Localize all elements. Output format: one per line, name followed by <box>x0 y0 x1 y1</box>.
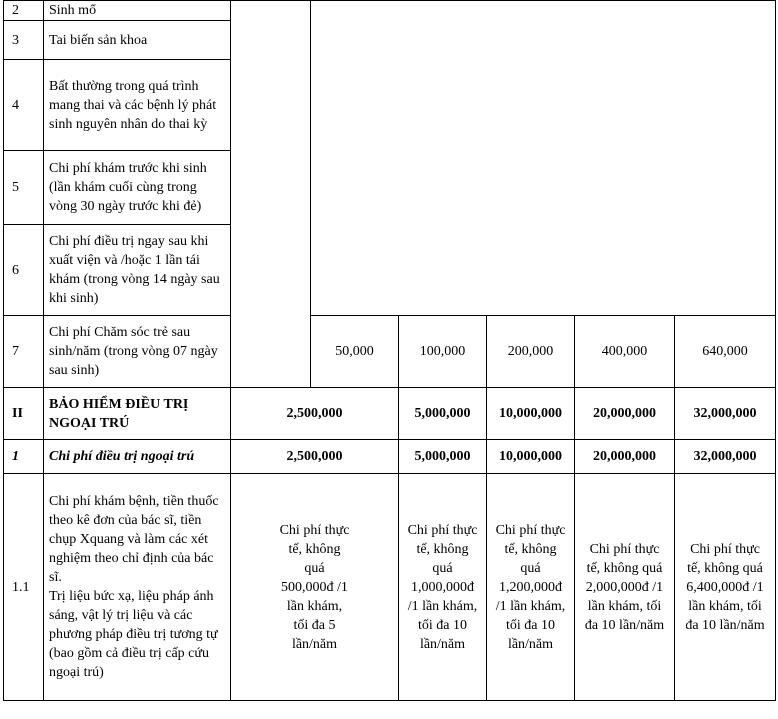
row-label: Tai biến sản khoa <box>44 21 231 60</box>
blank-cell <box>311 1 776 316</box>
value-cell: Chi phí thực tế, không quá 6,400,000đ /1 lần khám, tối đa 10 lần/năm <box>675 474 776 701</box>
section-number: II <box>4 388 44 440</box>
row-label: Chi phí điều trị ngay sau khi xuất viện và /hoặc 1 lần tái khám (trong vòng 14 ngày sau khi sinh) <box>44 225 231 316</box>
value-cell: 640,000 <box>675 316 776 388</box>
value-cell: 400,000 <box>575 316 675 388</box>
value-cell: 5,000,000 <box>399 440 487 474</box>
row-number: 1.1 <box>4 474 44 701</box>
table-row <box>4 1 776 21</box>
value-cell: 20,000,000 <box>575 388 675 440</box>
table-row-subsection <box>4 440 776 474</box>
row-label: Sinh mổ <box>44 1 231 21</box>
table-row <box>4 474 776 701</box>
value-cell: 50,000 <box>311 316 399 388</box>
section-title: BẢO HIỂM ĐIỀU TRỊ NGOẠI TRÚ <box>44 388 231 440</box>
row-number: 6 <box>4 225 44 316</box>
value-cell: 20,000,000 <box>575 440 675 474</box>
table-row <box>4 316 776 388</box>
table-row-section <box>4 388 776 440</box>
subsection-title: Chi phí điều trị ngoại trú <box>44 440 231 474</box>
value-cell: 200,000 <box>487 316 575 388</box>
value-cell: Chi phí thực tế, không quá 1,000,000đ /1 lần khám, tối đa 10 lần/năm <box>399 474 487 701</box>
value-cell: Chi phí thực tế, không quá 2,000,000đ /1 lần khám, tối đa 10 lần/năm <box>575 474 675 701</box>
row-label: Chi phí khám trước khi sinh (lần khám cuối cùng trong vòng 30 ngày trước khi đẻ) <box>44 151 231 225</box>
value-cell: 2,500,000 <box>231 440 399 474</box>
value-cell: 2,500,000 <box>231 388 399 440</box>
value-cell: 5,000,000 <box>399 388 487 440</box>
value-cell: 100,000 <box>399 316 487 388</box>
value-cell: Chi phí thực tế, không quá 500,000đ /1 lần khám, tối đa 5 lần/năm <box>231 474 399 701</box>
value-cell: 32,000,000 <box>675 388 776 440</box>
subsection-number: 1 <box>4 440 44 474</box>
value-cell: 10,000,000 <box>487 388 575 440</box>
value-cell: Chi phí thực tế, không quá 1,200,000đ /1 lần khám, tối đa 10 lần/năm <box>487 474 575 701</box>
row-number: 7 <box>4 316 44 388</box>
benefit-table <box>3 0 776 701</box>
row-number: 2 <box>4 1 44 21</box>
row-label: Bất thường trong quá trình mang thai và các bệnh lý phát sinh nguyên nhân do thai kỳ <box>44 60 231 151</box>
blank-cell <box>231 1 311 388</box>
value-cell: 10,000,000 <box>487 440 575 474</box>
row-number: 5 <box>4 151 44 225</box>
row-number: 3 <box>4 21 44 60</box>
value-cell: 32,000,000 <box>675 440 776 474</box>
row-number: 4 <box>4 60 44 151</box>
benefit-table-container <box>3 0 776 701</box>
row-label: Chi phí Chăm sóc trẻ sau sinh/năm (trong vòng 07 ngày sau sinh) <box>44 316 231 388</box>
row-label: Chi phí khám bệnh, tiền thuốc theo kê đơn của bác sĩ, tiền chụp Xquang và làm các xét nghiệm theo chỉ định của bác sĩ. Trị liệu bức xạ, liệu pháp ánh sáng, vật lý trị liệu và các phương pháp điều trị tương tự (bao gồm cả điều trị cấp cứu ngoại trú) <box>44 474 231 701</box>
